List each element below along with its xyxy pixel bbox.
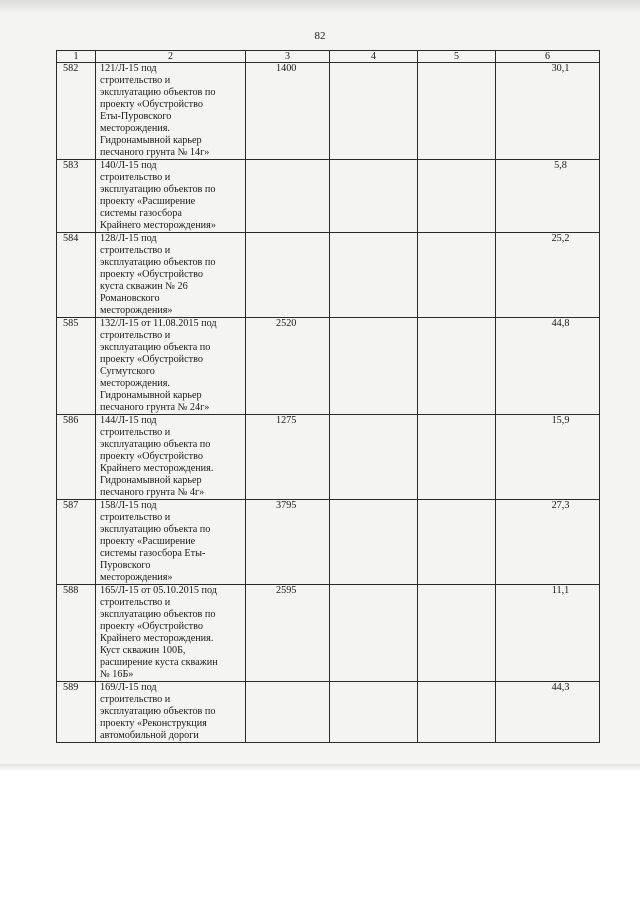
row-col-5	[418, 415, 496, 500]
row-col-4	[330, 585, 418, 682]
header-col-4: 4	[330, 51, 418, 63]
row-col-4	[330, 682, 418, 743]
description-line: проекту «Обустройство	[100, 451, 203, 462]
description-line: № 16Б»	[100, 669, 134, 680]
description-line: строительство и	[100, 245, 171, 256]
row-col-6: 30,1	[496, 63, 600, 160]
description-line: месторождения.	[100, 123, 170, 134]
table-row	[57, 682, 600, 743]
row-col-5	[418, 682, 496, 743]
row-number: 588	[57, 585, 96, 682]
description-line: Крайнего месторождения.	[100, 463, 214, 474]
row-col-3: 2520	[246, 318, 330, 415]
row-description	[96, 160, 246, 233]
description-line: куста скважин № 26	[100, 281, 188, 292]
row-col-3	[246, 160, 330, 233]
description-line: эксплуатацию объекта по	[100, 439, 211, 450]
scan-bottom-edge	[0, 764, 640, 770]
description-line: системы газосбора	[100, 208, 182, 219]
description-line: эксплуатацию объектов по	[100, 87, 216, 98]
description-line: строительство и	[100, 427, 171, 438]
scan-top-shadow	[0, 0, 640, 14]
row-col-6: 5,8	[496, 160, 600, 233]
row-col-5	[418, 63, 496, 160]
description-line: песчаного грунта № 4г»	[100, 487, 205, 498]
row-number: 586	[57, 415, 96, 500]
row-description	[96, 318, 246, 415]
description-line: проекту «Реконструкция	[100, 718, 207, 729]
table-row	[57, 233, 600, 318]
row-col-3: 1275	[246, 415, 330, 500]
description-line: 128/Л-15 под	[100, 233, 157, 244]
description-line: Романовского	[100, 293, 160, 304]
row-col-4	[330, 318, 418, 415]
row-col-3	[246, 233, 330, 318]
row-col-4	[330, 415, 418, 500]
table-row	[57, 318, 600, 415]
row-col-3: 2595	[246, 585, 330, 682]
description-line: песчаного грунта № 14г»	[100, 147, 210, 158]
row-col-6: 44,3	[496, 682, 600, 743]
header-col-6: 6	[496, 51, 600, 63]
row-number: 587	[57, 500, 96, 585]
description-line: Крайнего месторождения.	[100, 633, 214, 644]
description-line: Гидронамывной карьер	[100, 475, 202, 486]
header-col-1: 1	[57, 51, 96, 63]
description-line: месторождения»	[100, 305, 173, 316]
description-line: строительство и	[100, 330, 171, 341]
table-row	[57, 63, 600, 160]
header-col-3: 3	[246, 51, 330, 63]
row-number: 589	[57, 682, 96, 743]
description-line: Еты-Пуровского	[100, 111, 172, 122]
row-description	[96, 682, 246, 743]
description-line: проекту «Обустройство	[100, 269, 203, 280]
description-line: автомобильной дороги	[100, 730, 199, 741]
page-number: 82	[314, 30, 326, 42]
row-col-4	[330, 233, 418, 318]
description-line: строительство и	[100, 172, 171, 183]
description-line: строительство и	[100, 694, 171, 705]
row-col-5	[418, 318, 496, 415]
row-col-6: 11,1	[496, 585, 600, 682]
description-line: Сугмутского	[100, 366, 155, 377]
table-row	[57, 500, 600, 585]
row-col-6: 44,8	[496, 318, 600, 415]
description-line: месторождения»	[100, 572, 173, 583]
description-line: 132/Л-15 от 11.08.2015 под	[100, 318, 217, 329]
land-plot-table	[56, 50, 600, 743]
description-line: месторождения.	[100, 378, 170, 389]
description-line: проекту «Обустройство	[100, 99, 203, 110]
description-line: эксплуатацию объекта по	[100, 524, 211, 535]
description-line: строительство и	[100, 512, 171, 523]
description-line: 121/Л-15 под	[100, 63, 157, 74]
description-line: проекту «Расширение	[100, 196, 196, 207]
row-col-6: 15,9	[496, 415, 600, 500]
description-line: проекту «Обустройство	[100, 621, 203, 632]
row-col-3	[246, 682, 330, 743]
row-description	[96, 63, 246, 160]
description-line: 158/Л-15 под	[100, 500, 157, 511]
row-col-5	[418, 500, 496, 585]
description-line: системы газосбора Еты-	[100, 548, 206, 559]
description-line: эксплуатацию объектов по	[100, 706, 216, 717]
row-col-3: 1400	[246, 63, 330, 160]
header-col-2: 2	[96, 51, 246, 63]
description-line: 169/Л-15 под	[100, 682, 157, 693]
description-line: строительство и	[100, 75, 171, 86]
row-number: 585	[57, 318, 96, 415]
row-col-4	[330, 160, 418, 233]
description-line: Куст скважин 100Б,	[100, 645, 186, 656]
description-line: Гидронамывной карьер	[100, 390, 202, 401]
description-line: 140/Л-15 под	[100, 160, 157, 171]
row-description	[96, 585, 246, 682]
row-col-6: 25,2	[496, 233, 600, 318]
row-description	[96, 233, 246, 318]
row-col-4	[330, 500, 418, 585]
description-line: эксплуатацию объектов по	[100, 609, 216, 620]
row-col-5	[418, 233, 496, 318]
row-description	[96, 415, 246, 500]
description-line: Гидронамывной карьер	[100, 135, 202, 146]
row-description	[96, 500, 246, 585]
row-number: 583	[57, 160, 96, 233]
description-line: Пуровского	[100, 560, 151, 571]
description-line: эксплуатацию объектов по	[100, 257, 216, 268]
table-header-row	[57, 51, 600, 63]
description-line: Крайнего месторождения»	[100, 220, 216, 231]
description-line: эксплуатацию объекта по	[100, 342, 211, 353]
description-line: песчаного грунта № 24г»	[100, 402, 210, 413]
row-col-3: 3795	[246, 500, 330, 585]
row-col-5	[418, 160, 496, 233]
description-line: строительство и	[100, 597, 171, 608]
description-line: эксплуатацию объектов по	[100, 184, 216, 195]
row-col-6: 27,3	[496, 500, 600, 585]
header-col-5: 5	[418, 51, 496, 63]
table-row	[57, 415, 600, 500]
description-line: проекту «Расширение	[100, 536, 196, 547]
table-row	[57, 585, 600, 682]
row-col-5	[418, 585, 496, 682]
description-line: 165/Л-15 от 05.10.2015 под	[100, 585, 217, 596]
row-number: 582	[57, 63, 96, 160]
description-line: 144/Л-15 под	[100, 415, 157, 426]
description-line: расширение куста скважин	[100, 657, 218, 668]
row-number: 584	[57, 233, 96, 318]
row-col-4	[330, 63, 418, 160]
table-row	[57, 160, 600, 233]
description-line: проекту «Обустройство	[100, 354, 203, 365]
